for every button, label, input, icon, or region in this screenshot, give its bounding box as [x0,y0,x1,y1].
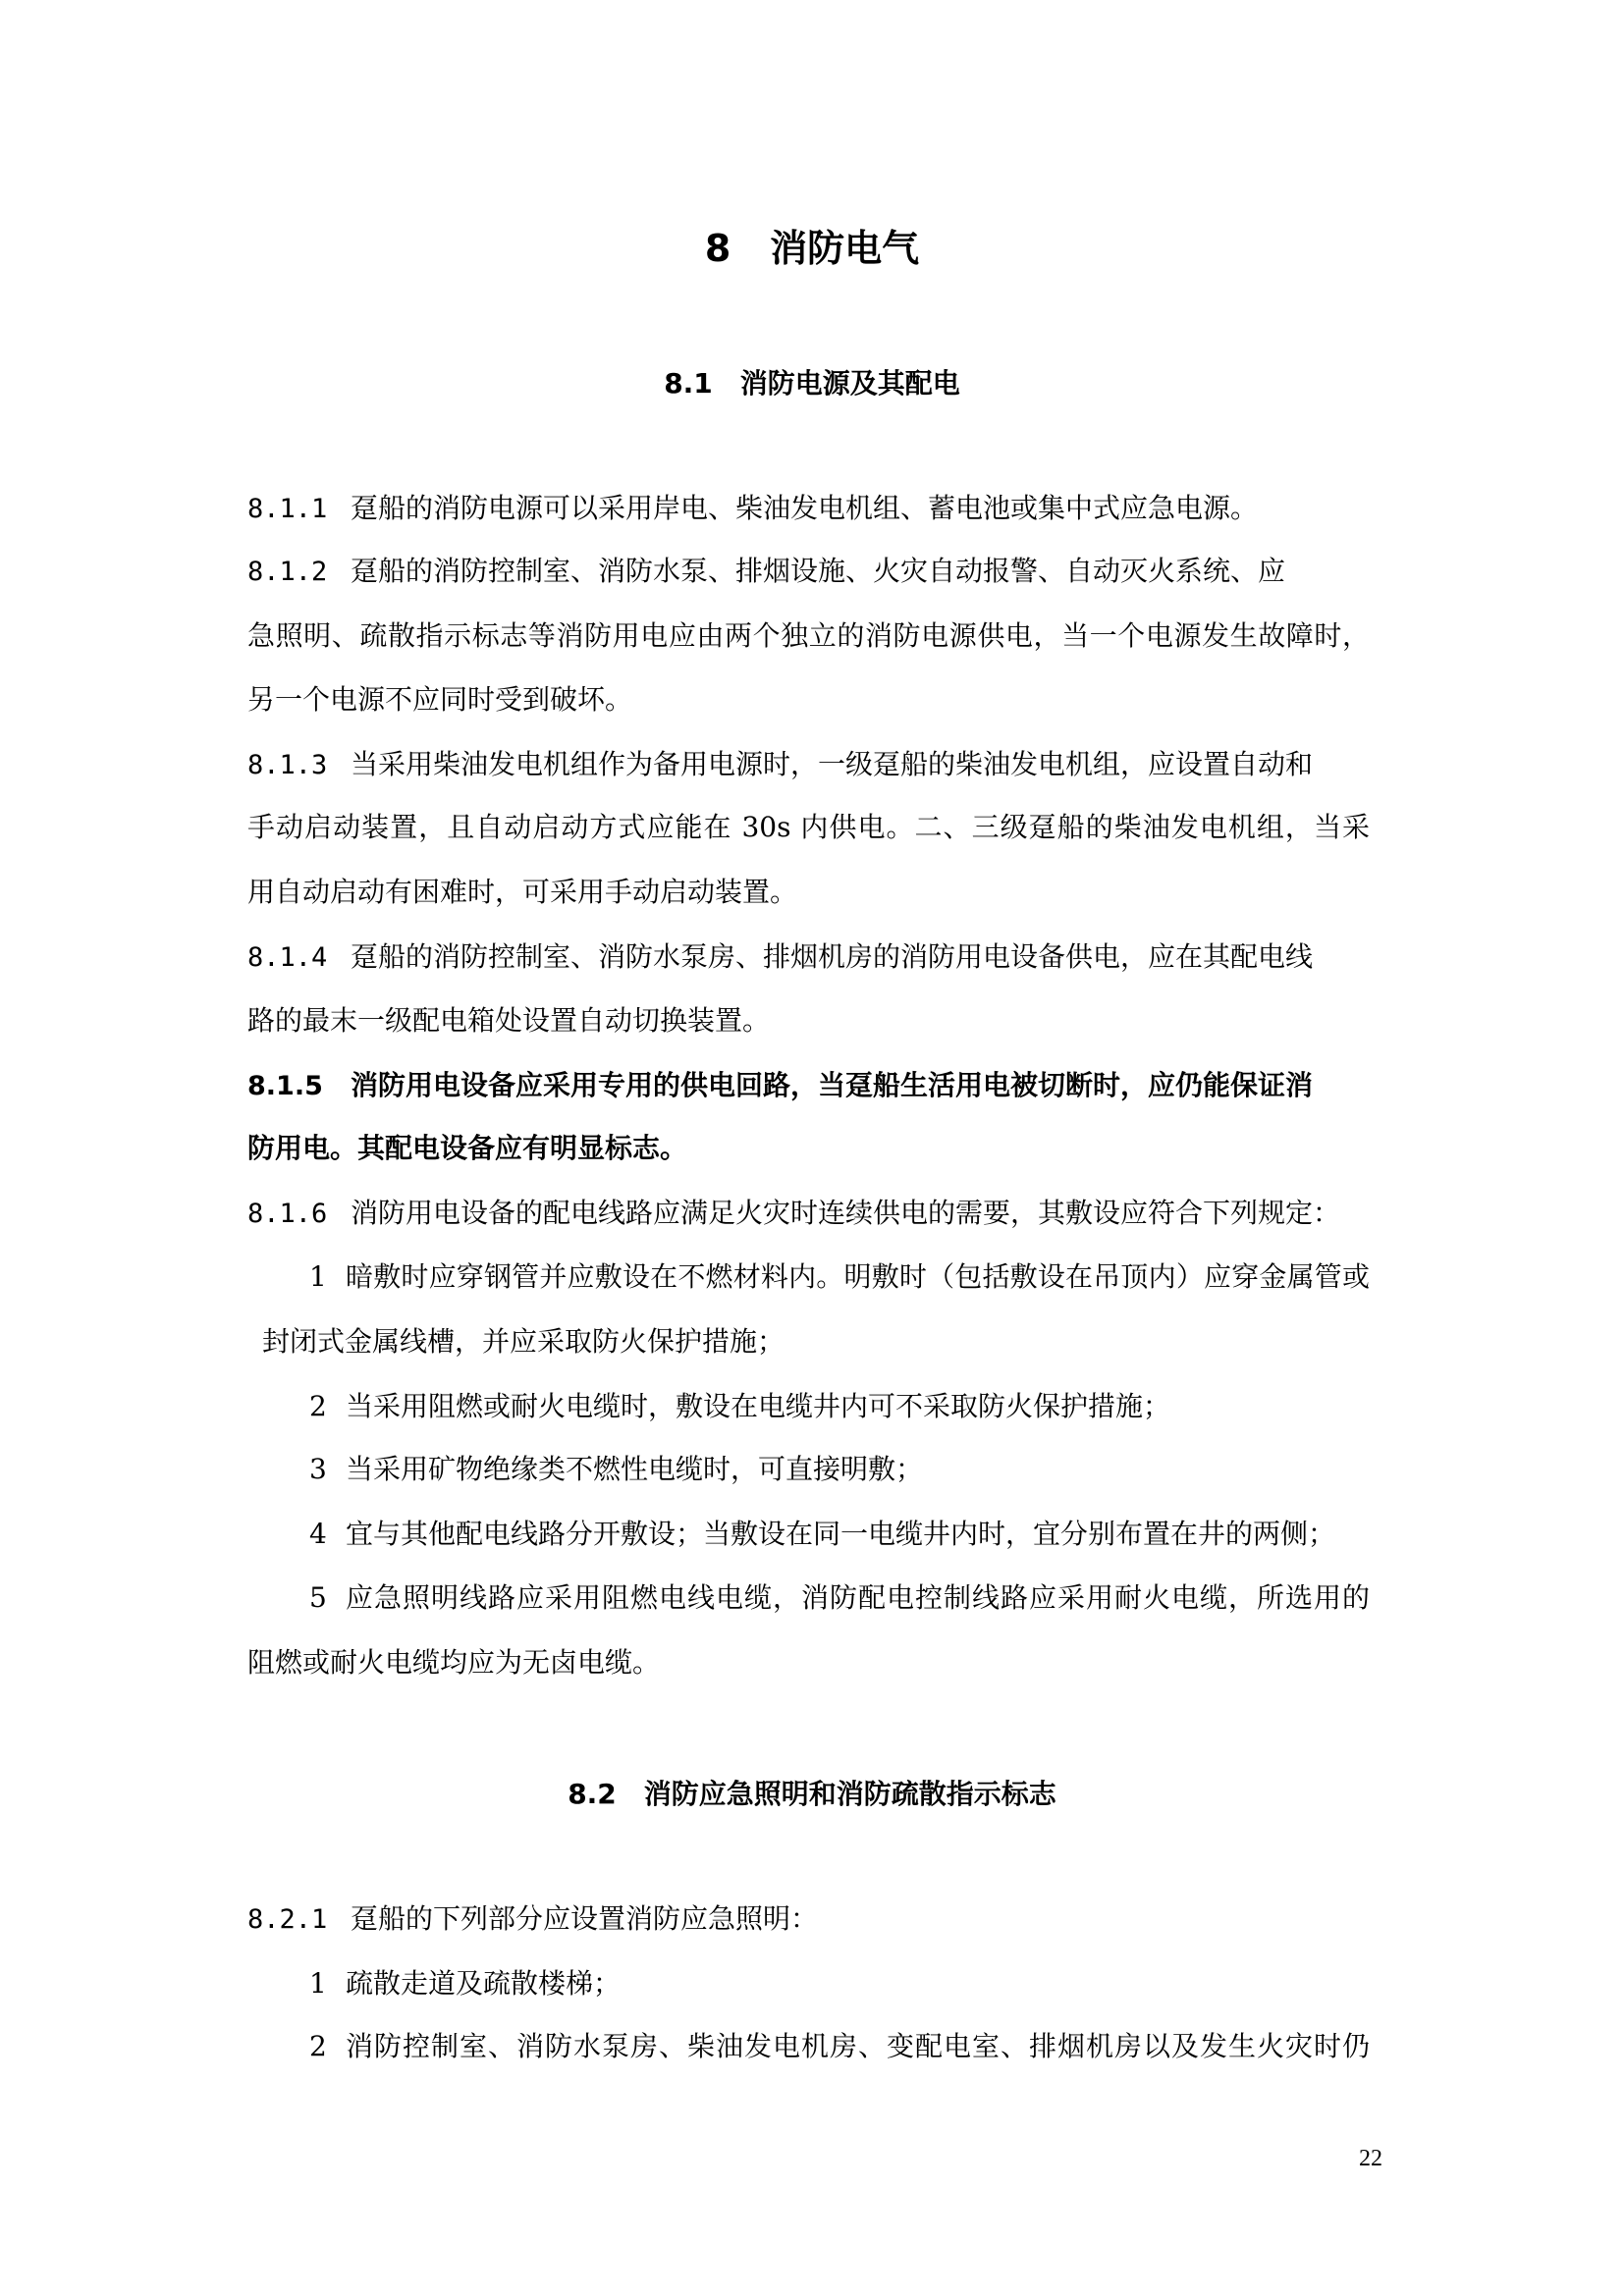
clause-8-1-4 [247,939,1370,976]
clause-number: 8.1.6 [247,1199,328,1229]
section-title: 消防电源及其配电 [739,367,960,400]
item-text: 暗敷时应穿钢管并应敷设在不燃材料内。明敷时（包括敷设在吊顶内）应穿金属管或 [346,1260,1370,1293]
clause-text-line: 用自动启动有困难时，可采用手动启动装置。 [247,876,798,908]
clause-text-line: 另一个电源不应同时受到破坏。 [247,683,633,716]
clause-number: 8.1.1 [247,494,328,524]
clause-text: 消防用电设备的配电线路应满足火灾时连续供电的需要，其敷设应符合下列规定： [351,1197,1341,1229]
clause-text: 当采用柴油发电机组作为备用电源时，一级趸船的柴油发电机组，应设置自动和 [351,748,1314,780]
clause-text-line: 手动启动装置，且自动启动方式应能在 30s 内供电。二、三级趸船的柴油发电机组，当采 [247,811,1370,843]
clause-8-1-2 [247,554,1370,590]
item-text: 当采用矿物绝缘类不燃性电缆时，可直接明敷； [346,1453,924,1485]
clause-text: 趸船的消防控制室、消防水泵房、排烟机房的消防用电设备供电，应在其配电线 [351,940,1314,973]
clause-text: 趸船的下列部分应设置消防应急照明： [351,1902,819,1935]
section-heading-8-1 [0,362,1624,401]
section-heading-8-2 [0,1773,1624,1812]
item-text-line: 封闭式金属线槽，并应采取防火保护措施； [262,1325,785,1358]
item-text: 当采用阻燃或耐火电缆时，敷设在电缆井内可不采取防火保护措施； [346,1390,1171,1422]
item-number: 4 [309,1518,327,1550]
item-number: 1 [309,1967,327,2000]
item-number: 3 [309,1453,327,1485]
page-number: 22 [1359,2146,1382,2171]
clause-text: 趸船的消防控制室、消防水泵、排烟设施、火灾自动报警、自动灭火系统、应 [351,555,1286,587]
section-number: 8.2 [568,1778,617,1810]
item-number: 1 [309,1260,327,1293]
chapter-number: 8 [704,227,731,270]
clause-number: 8.1.3 [247,750,328,780]
clause-number: 8.1.5 [247,1071,323,1101]
item-text: 疏散走道及疏散楼梯； [346,1967,622,2000]
clause-text: 趸船的消防电源可以采用岸电、柴油发电机组、蓄电池或集中式应急电源。 [351,492,1259,524]
clause-8-2-1 [247,1901,1370,1938]
clause-number: 8.2.1 [247,1904,328,1935]
clause-8-1-5 [247,1068,1370,1104]
item-text-line: 阻燃或耐火电缆均应为无卤电缆。 [247,1646,661,1679]
clause-8-1-1 [247,491,1370,527]
clause-text-line: 路的最末一级配电箱处设置自动切换装置。 [247,1004,771,1037]
item-text: 应急照明线路应采用阻燃电线电缆，消防配电控制线路应采用耐火电缆，所选用的 [346,1581,1370,1614]
section-number: 8.1 [664,367,713,400]
clause-text-line: 防用电。其配电设备应有明显标志。 [247,1132,688,1164]
section-title: 消防应急照明和消防疏散指示标志 [643,1778,1056,1810]
clause-number: 8.1.4 [247,942,328,973]
clause-number: 8.1.2 [247,557,328,587]
clause-text-line: 急照明、疏散指示标志等消防用电应由两个独立的消防电源供电，当一个电源发生故障时， [247,619,1370,652]
clause-8-1-6 [247,1196,1370,1232]
item-number: 5 [309,1581,327,1614]
item-number: 2 [309,1390,327,1422]
item-text: 宜与其他配电线路分开敷设；当敷设在同一电缆井内时，宜分别布置在井的两侧； [346,1518,1336,1550]
clause-text: 消防用电设备应采用专用的供电回路，当趸船生活用电被切断时，应仍能保证消 [351,1069,1314,1101]
chapter-title-text: 消防电气 [770,227,920,270]
item-text: 消防控制室、消防水泵房、柴油发电机房、变配电室、排烟机房以及发生火灾时仍 [346,2030,1370,2062]
chapter-title [0,218,1624,272]
item-number: 2 [309,2030,327,2062]
clause-8-1-3 [247,747,1370,783]
